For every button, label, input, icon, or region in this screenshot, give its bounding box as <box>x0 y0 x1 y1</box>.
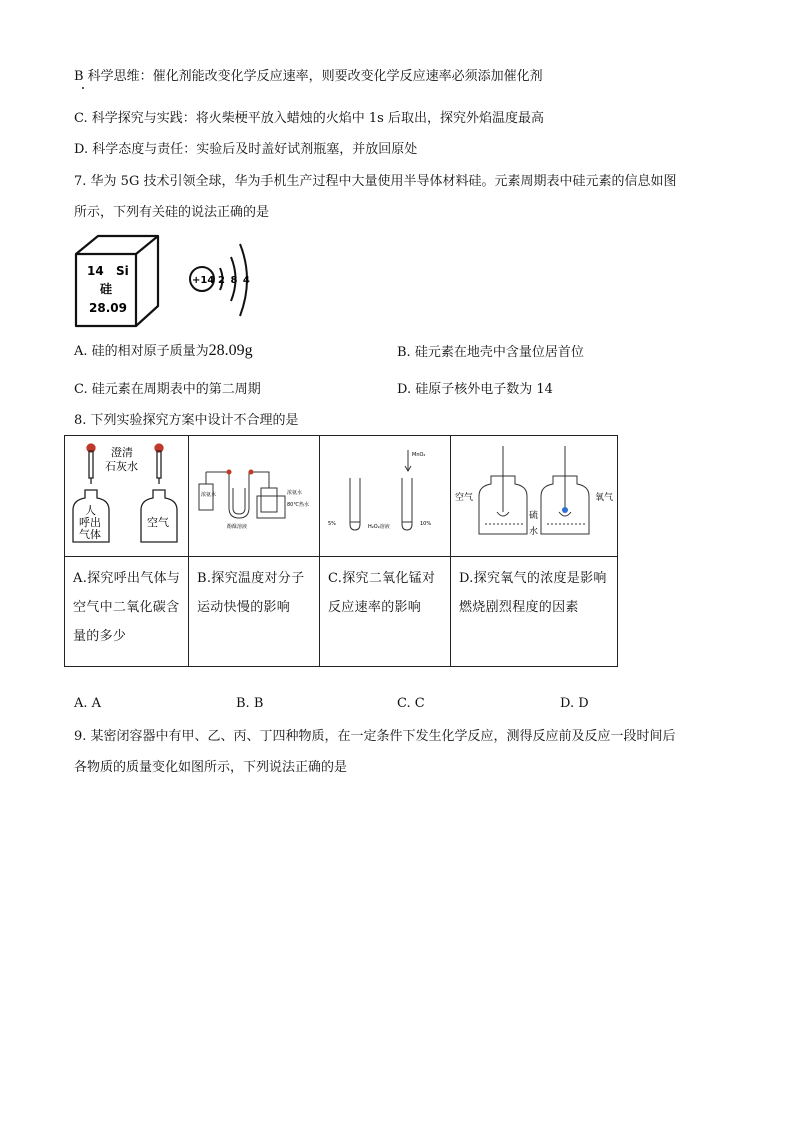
electron-shells: 2 8 4 <box>218 275 251 286</box>
q8-option-c[interactable]: C. C <box>397 696 425 711</box>
q9-stem-line1: 9. 某密闭容器中有甲、乙、丙、丁四种物质，在一定条件下发生化学反应，测得反应前及反应一段时间后 <box>74 729 676 744</box>
figure-d-jars <box>451 436 618 552</box>
figure-cell-a <box>65 436 189 557</box>
option-d-prev: D. 科学态度与责任：实验后及时盖好试剂瓶塞，并放回原处 <box>74 142 418 157</box>
nucleus-charge: +14 <box>192 275 215 286</box>
left-bottle-label-2: 呼出 <box>79 516 101 529</box>
left-bottle-label-3: 气体 <box>79 528 101 541</box>
figure-c-right-conc: 10% <box>420 521 432 527</box>
figure-b-mid-label: 酚酞溶液 <box>227 524 248 530</box>
option-b-prev: B 科学思维：催化剂能改变化学反应速率，则要改变化学反应速率必须添加催化剂 <box>74 69 543 84</box>
cell-a-text: A.探究呼出气体与空气中二氧化碳含量的多少 <box>65 557 189 667</box>
q9-stem-line2: 各物质的质量变化如图所示，下列说法正确的是 <box>74 760 348 775</box>
figure-d-sulfur-label: 硫 <box>529 511 539 521</box>
figure-b-apparatus <box>189 436 320 552</box>
figure-d-water-label: 水 <box>529 527 539 537</box>
figure-c-left-conc: 5% <box>328 521 336 527</box>
dot-mark <box>82 87 84 89</box>
figure-cell-c <box>320 436 451 557</box>
left-bottle-label-1: 人 <box>85 504 96 517</box>
figure-c-mid: H₂O₂溶液 <box>368 524 390 530</box>
q8-option-b[interactable]: B. B <box>236 696 264 711</box>
q7-option-b[interactable]: B. 硅元素在地壳中含量位居首位 <box>397 345 584 360</box>
element-name: 硅 <box>100 282 113 296</box>
figure-c-tubes <box>320 436 451 552</box>
cell-d-text: D.探究氧气的浓度是影响燃烧剧烈程度的因素 <box>451 557 618 667</box>
q7-option-c[interactable]: C. 硅元素在周期表中的第二周期 <box>74 382 261 397</box>
element-mass: 28.09 <box>89 301 127 315</box>
q8-option-d[interactable]: D. D <box>560 696 589 711</box>
right-bottle-label: 空气 <box>147 516 169 529</box>
figure-b-right-label: 浓氨水 <box>287 490 303 496</box>
cell-b-text: B.探究温度对分子运动快慢的影响 <box>189 557 320 667</box>
option-c-prev: C. 科学探究与实践：将火柴梗平放入蜡烛的火焰中 1s 后取出，探究外焰温度最高 <box>74 111 544 126</box>
figure-d-right-label: 氧气 <box>595 493 614 503</box>
figure-b-left-label: 浓氨水 <box>201 492 217 498</box>
q8-stem: 8. 下列实验探究方案中设计不合理的是 <box>74 413 299 428</box>
q7-stem-line2: 所示，下列有关硅的说法正确的是 <box>74 205 270 220</box>
dropper-label-2: 石灰水 <box>105 460 138 473</box>
figure-c-reagent: MnO₂ <box>412 452 426 458</box>
figure-a-bottles <box>65 436 189 552</box>
element-symbol: Si <box>116 264 129 278</box>
q8-option-a[interactable]: A. A <box>74 696 102 711</box>
q7-option-a[interactable]: A. 硅的相对原子质量为28.09g <box>74 342 253 359</box>
q7-stem-line1: 7. 华为 5G 技术引领全球，华为手机生产过程中大量使用半导体材料硅。元素周期表中硅元素的信息如图 <box>74 174 677 189</box>
q8-experiment-table <box>64 435 618 667</box>
figure-cell-b <box>189 436 320 557</box>
figure-b-bath-label: 80℃热水 <box>287 502 309 508</box>
element-number: 14 <box>87 264 104 278</box>
cell-c-text: C.探究二氧化锰对反应速率的影响 <box>320 557 451 667</box>
q7-silicon-figure <box>70 232 260 332</box>
q7-option-d[interactable]: D. 硅原子核外电子数为 14 <box>397 382 553 397</box>
figure-d-left-label: 空气 <box>455 493 474 503</box>
atom-structure-diagram <box>190 244 251 316</box>
q7-option-a-value: 28.09g <box>208 342 253 359</box>
dropper-label-1: 澄清 <box>111 446 133 459</box>
figure-cell-d <box>451 436 618 557</box>
